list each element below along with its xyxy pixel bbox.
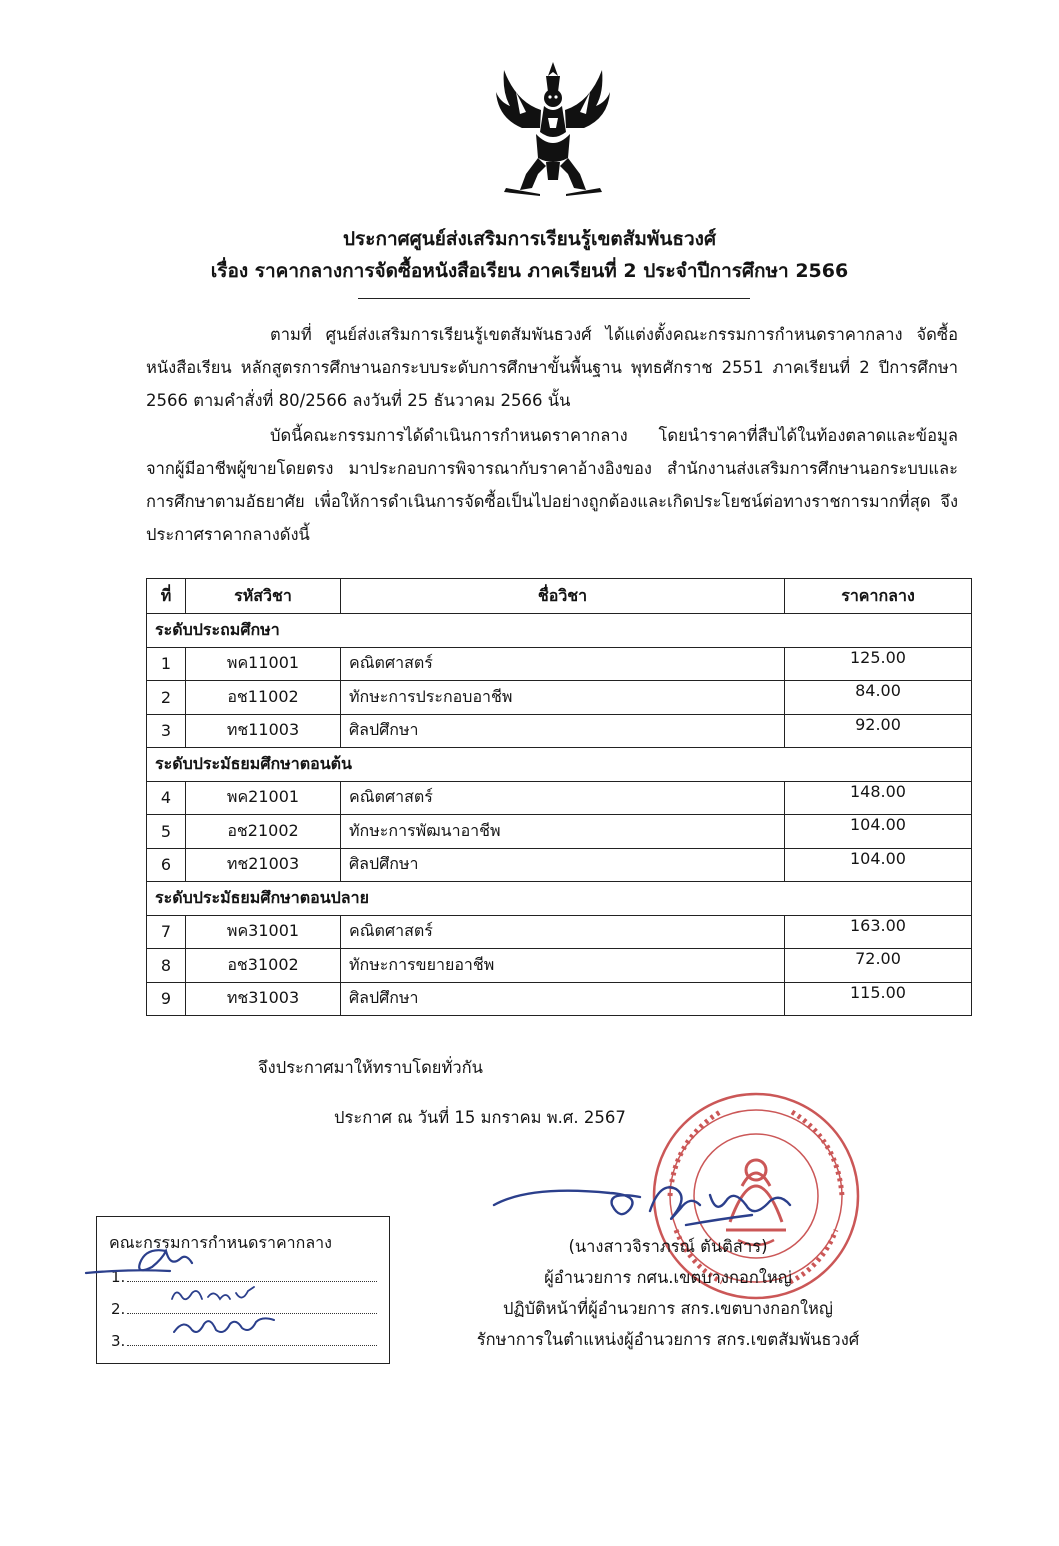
table-row bbox=[147, 714, 972, 748]
row-price: 72.00 bbox=[785, 949, 972, 983]
row-code: อช21002 bbox=[186, 815, 341, 849]
row-name: ทักษะการขยายอาชีพ bbox=[341, 949, 785, 983]
table-row bbox=[147, 815, 972, 849]
signer-position-3: รักษาการในตำแหน่งผู้อำนวยการ สกร.เขตสัมพันธวงศ์ bbox=[476, 1330, 860, 1349]
section-row bbox=[147, 748, 972, 782]
section-label: ระดับประมัธยมศึกษาตอนต้น bbox=[147, 748, 972, 782]
row-price: 92.00 bbox=[785, 714, 972, 748]
announcement-title: ประกาศศูนย์ส่งเสริมการเรียนรู้เขตสัมพันธวงศ์ bbox=[342, 228, 717, 250]
garuda-emblem-icon bbox=[496, 62, 610, 196]
row-name: ทักษะการประกอบอาชีพ bbox=[341, 681, 785, 715]
signer-position-2: ปฏิบัติหน้าที่ผู้อำนวยการ สกร.เขตบางกอกใหญ่ bbox=[503, 1299, 833, 1318]
row-price: 163.00 bbox=[785, 915, 972, 949]
table-row bbox=[147, 915, 972, 949]
row-name: คณิตศาสตร์ bbox=[341, 915, 785, 949]
row-code: ทช11003 bbox=[186, 714, 341, 748]
row-no: 5 bbox=[147, 815, 186, 849]
row-price: 104.00 bbox=[785, 815, 972, 849]
header-price: ราคากลาง bbox=[785, 579, 972, 614]
row-code: อช11002 bbox=[186, 681, 341, 715]
section-label: ระดับประมัธยมศึกษาตอนปลาย bbox=[147, 882, 972, 916]
row-name: ทักษะการพัฒนาอาชีพ bbox=[341, 815, 785, 849]
row-name: คณิตศาสตร์ bbox=[341, 781, 785, 815]
signer-name: (นางสาวจิราภรณ์ ตันติสาร) bbox=[568, 1237, 768, 1256]
paragraph-2 bbox=[146, 419, 958, 551]
table-row bbox=[147, 781, 972, 815]
row-price: 104.00 bbox=[785, 848, 972, 882]
row-code: พค31001 bbox=[186, 915, 341, 949]
paragraph-1 bbox=[146, 318, 958, 417]
row-no: 6 bbox=[147, 848, 186, 882]
row-name: ศิลปศึกษา bbox=[341, 848, 785, 882]
row-no: 9 bbox=[147, 982, 186, 1016]
row-price: 115.00 bbox=[785, 982, 972, 1016]
section-row bbox=[147, 614, 972, 648]
paragraph-2-text: บัดนี้คณะกรรมการได้ดำเนินการกำหนดราคากลาง โดยนำราคาที่สืบได้ในท้องตลาดและข้อมูลจากผู้มีอาชีพผู้ขายโดยตรง มาประกอบการพิจารณากับราคาอ้างอิงของ สำนักงานส่งเสริมการศึกษานอกระบบและการศึกษาตามอัธยาศัย เพื่อให้การดำเนินการจัดซื้อเป็นไปอย่างถูกต้องและเกิดประโยชน์ต่อทางราชการมากที่สุด จึงประกาศราคากลางดังนี้ bbox=[146, 426, 958, 544]
paragraph-1-text: ตามที่ ศูนย์ส่งเสริมการเรียนรู้เขตสัมพันธวงศ์ ได้แต่งตั้งคณะกรรมการกำหนดราคากลาง จัดซื้อหนังสือเรียน หลักสูตรการศึกษานอกระบบระดับการศึกษาขั้นพื้นฐาน พุทธศักราช 2551 ภาคเรียนที่ 2 ปีการศึกษา 2566 ตามคำสั่งที่ 80/2566 ลงวันที่ 25 ธันวาคม 2566 นั้น bbox=[146, 325, 958, 410]
committee-line-number: 3. bbox=[111, 1332, 126, 1350]
row-price: 148.00 bbox=[785, 781, 972, 815]
row-price: 84.00 bbox=[785, 681, 972, 715]
table-row bbox=[147, 681, 972, 715]
row-code: ทช31003 bbox=[186, 982, 341, 1016]
committee-title: คณะกรรมการกำหนดราคากลาง bbox=[109, 1233, 332, 1252]
section-row bbox=[147, 882, 972, 916]
row-no: 3 bbox=[147, 714, 186, 748]
title-underline bbox=[358, 298, 750, 299]
section-label: ระดับประถมศึกษา bbox=[147, 614, 972, 648]
row-no: 2 bbox=[147, 681, 186, 715]
committee-signature-2-icon bbox=[168, 1283, 258, 1307]
signer-position-1: ผู้อำนวยการ กศน.เขตบางกอกใหญ่ bbox=[544, 1268, 792, 1287]
announcement-date: ประกาศ ณ วันที่ 15 มกราคม พ.ศ. 2567 bbox=[334, 1108, 626, 1127]
table-row bbox=[147, 848, 972, 882]
row-name: คณิตศาสตร์ bbox=[341, 647, 785, 681]
row-price: 125.00 bbox=[785, 647, 972, 681]
header-name: ชื่อวิชา bbox=[341, 579, 785, 614]
committee-signature-1-icon bbox=[66, 1245, 196, 1279]
row-code: อช31002 bbox=[186, 949, 341, 983]
row-no: 1 bbox=[147, 647, 186, 681]
announcement-subject: เรื่อง ราคากลางการจัดซื้อหนังสือเรียน ภาคเรียนที่ 2 ประจำปีการศึกษา 2566 bbox=[210, 260, 849, 282]
price-table bbox=[146, 578, 972, 1016]
row-name: ศิลปศึกษา bbox=[341, 982, 785, 1016]
committee-line-number: 2. bbox=[111, 1300, 126, 1318]
committee-signature-3-icon bbox=[170, 1312, 280, 1340]
row-code: พค11001 bbox=[186, 647, 341, 681]
table-row bbox=[147, 647, 972, 681]
committee-line-number: 1. bbox=[111, 1268, 126, 1286]
closing-statement: จึงประกาศมาให้ทราบโดยทั่วกัน bbox=[258, 1058, 483, 1077]
table-row bbox=[147, 982, 972, 1016]
table-header-row bbox=[147, 579, 972, 614]
table-row bbox=[147, 949, 972, 983]
row-code: ทช21003 bbox=[186, 848, 341, 882]
row-no: 7 bbox=[147, 915, 186, 949]
row-no: 4 bbox=[147, 781, 186, 815]
row-name: ศิลปศึกษา bbox=[341, 714, 785, 748]
header-code: รหัสวิชา bbox=[186, 579, 341, 614]
header-no: ที่ bbox=[147, 579, 186, 614]
row-code: พค21001 bbox=[186, 781, 341, 815]
row-no: 8 bbox=[147, 949, 186, 983]
